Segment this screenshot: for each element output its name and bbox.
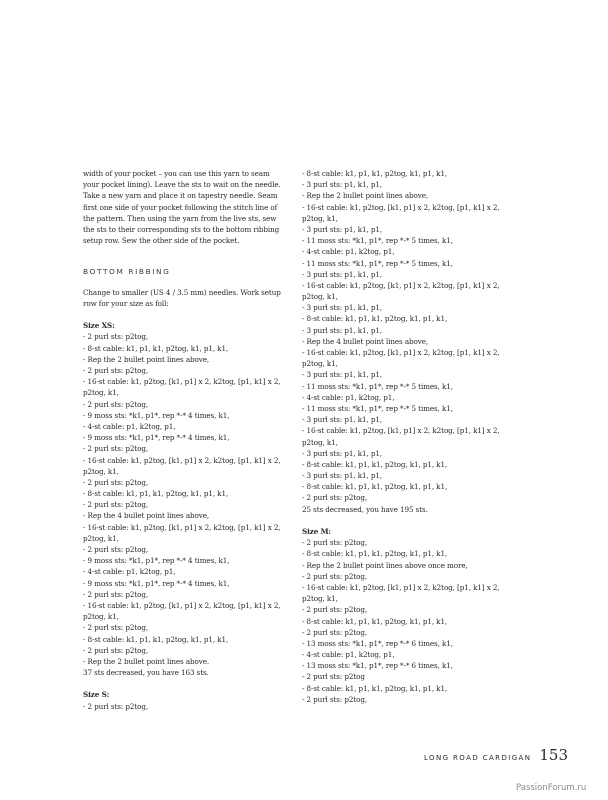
- text-line: - 2 purl sts: p2tog,: [302, 627, 368, 637]
- text-line: - 3 purl sts: p1, k1, p1,: [302, 303, 382, 313]
- text-line: - 16-st cable: k1, p2tog, [k1, p1] x 2, k2tog, [p1, k1] x 2,: [302, 348, 500, 357]
- text-line: - 9 moss sts: *k1, p1*, rep *-* 4 times, k1,: [83, 578, 230, 588]
- size-m-label: Size M:: [302, 527, 331, 536]
- text-line: - 4-st cable: p1, k2tog, p1,: [302, 392, 395, 402]
- text-line: - 11 moss sts: *k1, p1*, rep *-* 5 times, k1,: [302, 258, 453, 268]
- text-line: - 8-st cable: k1, p1, k1, p2tog, k1, p1, k1,: [83, 634, 229, 644]
- text-line: - 8-st cable: k1, p1, k1, p2tog, k1, p1, k1,: [302, 616, 448, 626]
- text-line: p2tog, k1,: [83, 533, 119, 543]
- text-line: - 2 purl sts: p2tog,: [83, 623, 149, 633]
- text-line: - 8-st cable: k1, p1, k1, p2tog, k1, p1, k1,: [302, 314, 448, 324]
- text-line: - 4-st cable: p1, k2tog, p1,: [302, 247, 395, 257]
- text-line: - 8-st cable: k1, p1, k1, p2tog, k1, p1, k1,: [83, 489, 229, 499]
- text-line: - 3 purl sts: p1, k1, p1,: [302, 448, 382, 458]
- text-line: - 2 purl sts: p2tog,: [83, 366, 149, 376]
- text-line: - 2 purl sts: p2tog,: [302, 571, 368, 581]
- text-line: - 11 moss sts: *k1, p1*, rep *-* 5 times, k1,: [302, 403, 453, 413]
- text-line: 37 sts decreased, you have 163 sts.: [83, 668, 209, 678]
- page-number: 153: [539, 746, 568, 764]
- text-line: - 3 purl sts: p1, k1, p1,: [302, 269, 382, 279]
- text-line: - 16-st cable: k1, p2tog, [k1, p1] x 2, k2tog, [p1, k1] x 2,: [302, 426, 500, 436]
- text-line: setup row. Sew the other side of the pocket.: [83, 236, 240, 246]
- text-line: - 2 purl sts: p2tog,: [83, 399, 149, 409]
- text-line: - 8-st cable: k1, p1, k1, p2tog, k1, p1, k1,: [302, 169, 448, 178]
- text-line: - 3 purl sts: p1, k1, p1,: [302, 325, 382, 335]
- text-line: - 8-st cable: k1, p1, k1, p2tog, k1, p1, k1,: [302, 549, 448, 559]
- text-line: - 2 purl sts: p2tog,: [83, 477, 149, 487]
- text-line: - 2 purl sts: p2tog,: [302, 694, 368, 704]
- text-line: the sts to their corresponding sts to the bottom ribbing: [83, 224, 280, 234]
- text-line: p2tog, k1,: [83, 388, 119, 398]
- text-line: width of your pocket – you can use this yarn to seam: [83, 169, 270, 178]
- text-line: - 11 moss sts: *k1, p1*, rep *-* 5 times, k1,: [302, 381, 453, 391]
- text-line: - 9 moss sts: *k1, p1*, rep *-* 4 times, k1,: [83, 410, 230, 420]
- text-line: - 16-st cable: k1, p2tog, [k1, p1] x 2, k2tog, [p1, k1] x 2,: [83, 600, 281, 610]
- text-line: - Rep the 4 bullet point lines above,: [83, 511, 210, 521]
- page-footer: [424, 746, 568, 764]
- text-line: 25 sts decreased, you have 195 sts.: [302, 504, 428, 514]
- text-line: - Rep the 2 bullet point lines above.: [83, 656, 210, 666]
- text-line: p2tog, k1,: [83, 466, 119, 476]
- text-line: - 16-st cable: k1, p2tog, [k1, p1] x 2, k2tog, [p1, k1] x 2,: [302, 582, 500, 592]
- setup-paragraph: [83, 287, 281, 309]
- text-line: - 3 purl sts: p1, k1, p1,: [302, 224, 382, 234]
- text-line: - 3 purl sts: p1, k1, p1,: [302, 415, 382, 425]
- size-xs-instructions: [83, 331, 281, 678]
- text-line: p2tog, k1,: [302, 594, 338, 604]
- text-line: - 2 purl sts: p2tog: [302, 672, 365, 682]
- text-line: - Rep the 2 bullet point lines above once more,: [302, 560, 468, 570]
- text-line: - Rep the 4 bullet point lines above,: [302, 336, 429, 346]
- text-line: - 8-st cable: k1, p1, k1, p2tog, k1, p1, k1,: [302, 683, 448, 693]
- size-m-instructions: [302, 537, 500, 705]
- text-line: - 3 purl sts: p1, k1, p1,: [302, 370, 382, 380]
- text-line: your pocket lining). Leave the sts to wait on the needle.: [83, 180, 281, 190]
- text-line: first one side of your pocket following the stitch line of: [83, 202, 278, 212]
- text-line: - 2 purl sts: p2tog,: [83, 645, 149, 655]
- left-column: [83, 168, 281, 712]
- text-line: p2tog, k1,: [302, 292, 338, 302]
- running-title: LONG ROAD CARDIGAN: [424, 754, 532, 762]
- text-line: - 16-st cable: k1, p2tog, [k1, p1] x 2, k2tog, [p1, k1] x 2,: [83, 522, 281, 532]
- text-line: - 16-st cable: k1, p2tog, [k1, p1] x 2, k2tog, [p1, k1] x 2,: [83, 455, 281, 465]
- text-line: Take a new yarn and place it on tapestry needle. Seam: [83, 191, 278, 201]
- text-line: - 4-st cable: p1, k2tog, p1,: [302, 650, 395, 660]
- text-line: - 2 purl sts: p2tog,: [83, 589, 149, 599]
- text-line: row for your size as foll:: [83, 298, 169, 308]
- text-line: Change to smaller (US 4 / 3.5 mm) needles. Work setup: [83, 287, 281, 297]
- text-line: - Rep the 2 bullet point lines above,: [83, 354, 210, 364]
- text-line: - 13 moss sts: *k1, p1*, rep *-* 6 times, k1,: [302, 638, 453, 648]
- text-line: the pattern. Then using the yarn from the live sts, sew: [83, 213, 277, 223]
- text-line: - 2 purl sts: p2tog,: [83, 332, 149, 342]
- text-line: - 4-st cable: p1, k2tog, p1,: [83, 567, 176, 577]
- text-line: - 3 purl sts: p1, k1, p1,: [302, 471, 382, 481]
- text-line: - 2 purl sts: p2tog,: [302, 538, 368, 548]
- text-line: p2tog, k1,: [302, 359, 338, 369]
- text-line: - 2 purl sts: p2tog,: [302, 493, 368, 503]
- size-s-instructions-cont: [302, 168, 500, 515]
- text-line: - 16-st cable: k1, p2tog, [k1, p1] x 2, k2tog, [p1, k1] x 2,: [83, 377, 281, 387]
- text-line: - 4-st cable: p1, k2tog, p1,: [83, 421, 176, 431]
- right-column: [302, 168, 500, 705]
- text-line: - 16-st cable: k1, p2tog, [k1, p1] x 2, k2tog, [p1, k1] x 2,: [302, 202, 500, 212]
- text-line: - 16-st cable: k1, p2tog, [k1, p1] x 2, k2tog, [p1, k1] x 2,: [302, 280, 500, 290]
- text-line: - 2 purl sts: p2tog,: [83, 500, 149, 510]
- size-s-instructions-start: [83, 701, 281, 712]
- intro-paragraph: [83, 168, 281, 246]
- text-line: p2tog, k1,: [302, 213, 338, 223]
- size-s-label: Size S:: [83, 690, 110, 700]
- text-line: - 8-st cable: k1, p1, k1, p2tog, k1, p1, k1,: [302, 459, 448, 469]
- section-heading: BOTTOM RIBBING: [83, 266, 171, 276]
- text-line: - 2 purl sts: p2tog,: [83, 545, 149, 555]
- text-line: - 9 moss sts: *k1, p1*, rep *-* 4 times, k1,: [83, 556, 230, 566]
- text-line: - 8-st cable: k1, p1, k1, p2tog, k1, p1, k1,: [302, 482, 448, 492]
- size-xs-label: Size XS:: [83, 321, 115, 331]
- text-line: - 2 purl sts: p2tog,: [83, 444, 149, 454]
- text-line: - 2 purl sts: p2tog,: [83, 701, 149, 711]
- text-line: - 11 moss sts: *k1, p1*, rep *-* 5 times, k1,: [302, 236, 453, 246]
- text-line: - 8-st cable: k1, p1, k1, p2tog, k1, p1, k1,: [83, 343, 229, 353]
- text-line: - 2 purl sts: p2tog,: [302, 605, 368, 615]
- text-line: p2tog, k1,: [83, 612, 119, 622]
- text-line: p2tog, k1,: [302, 437, 338, 447]
- text-line: - Rep the 2 bullet point lines above,: [302, 191, 429, 201]
- text-line: - 3 purl sts: p1, k1, p1,: [302, 180, 382, 190]
- watermark: PassionForum.ru: [516, 783, 587, 793]
- text-line: - 9 moss sts: *k1, p1*, rep *-* 4 times, k1,: [83, 433, 230, 443]
- text-line: - 13 moss sts: *k1, p1*, rep *-* 6 times, k1,: [302, 661, 453, 671]
